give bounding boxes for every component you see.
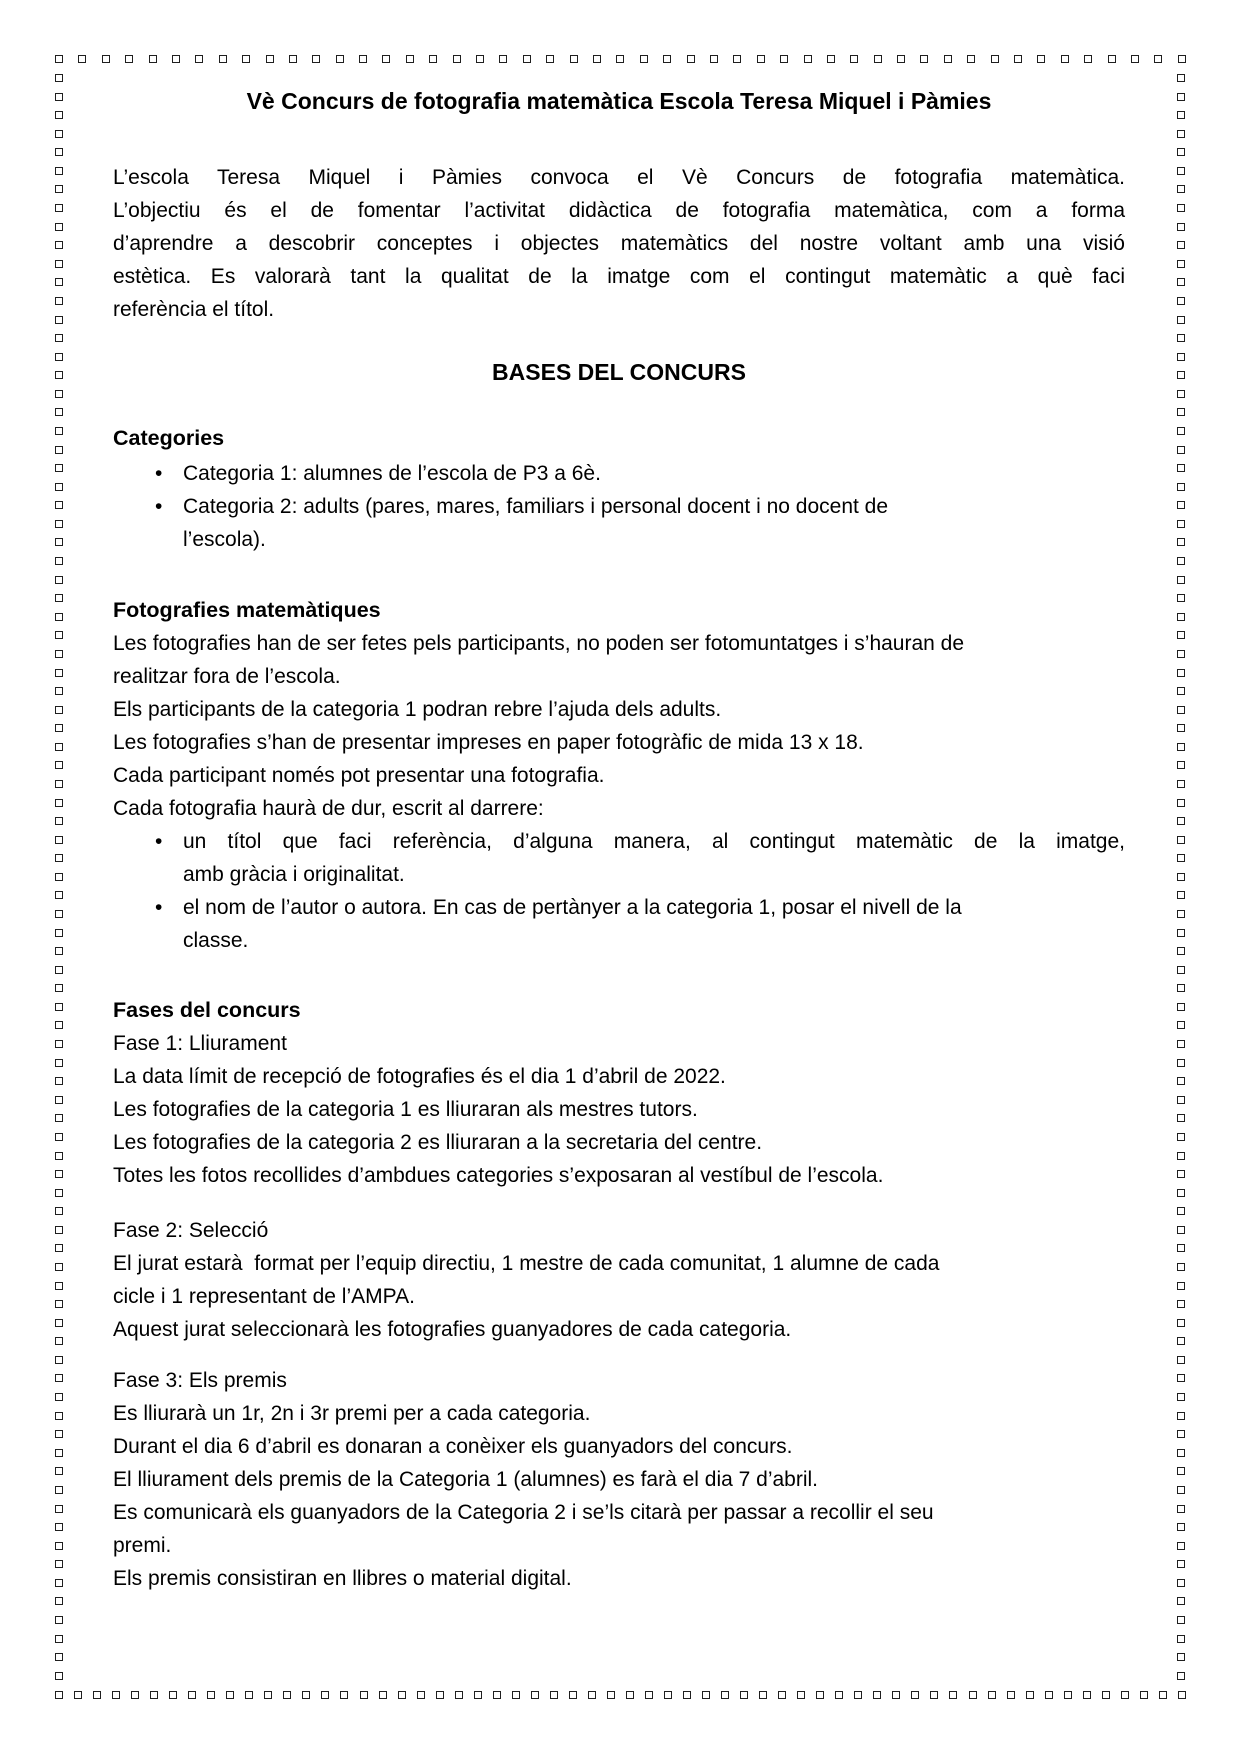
border-square: [55, 557, 63, 565]
border-square: [55, 1152, 63, 1160]
list-item: [113, 490, 1125, 556]
fase-line: Fase 2: Selecció: [113, 1219, 269, 1242]
fase-line: Les fotografies de la categoria 1 es lliuraran als mestres tutors.: [113, 1098, 698, 1121]
fase-line: Fase 1: Lliurament: [113, 1032, 287, 1055]
border-square: [1177, 1152, 1185, 1160]
intro-line: referència el títol.: [113, 298, 275, 321]
border-square: [78, 55, 86, 63]
border-square: [55, 483, 63, 491]
border-square: [55, 353, 63, 361]
border-square: [1177, 520, 1185, 528]
border-square: [55, 93, 63, 101]
border-square: [55, 873, 63, 881]
border-square: [360, 1691, 368, 1699]
border-right-column: [1177, 74, 1186, 1681]
border-square: [1177, 1133, 1185, 1141]
border-square: [873, 1691, 881, 1699]
border-square: [55, 408, 63, 416]
border-square: [1007, 1691, 1015, 1699]
list-item-line: un títol que faci referència, d’alguna manera, al contingut matemàtic de la imatge,: [183, 830, 1125, 853]
border-square: [1177, 966, 1185, 974]
fase3-block: [113, 1364, 1125, 1595]
border-square: [417, 1691, 425, 1699]
border-square: [854, 1691, 862, 1699]
border-square: [1177, 873, 1185, 881]
list-item-line: l’escola).: [183, 528, 266, 551]
border-square: [55, 576, 63, 584]
border-square: [1177, 1114, 1185, 1122]
border-square: [55, 650, 63, 658]
fotografies-heading: Fotografies matemàtiques: [113, 598, 381, 622]
border-square: [55, 669, 63, 677]
border-square: [55, 1040, 63, 1048]
border-square: [169, 1691, 177, 1699]
border-square: [1177, 408, 1185, 416]
border-square: [1177, 650, 1185, 658]
border-square: [1177, 1597, 1185, 1605]
border-square: [102, 55, 110, 63]
fase1-block: [113, 1027, 1125, 1192]
border-square: [55, 204, 63, 212]
border-square: [55, 1430, 63, 1438]
border-square: [1177, 1040, 1185, 1048]
intro-line: L’escola Teresa Miquel i Pàmies convoca el Vè Concurs de fotografia matemàtica.: [113, 166, 1125, 189]
border-square: [1177, 1449, 1185, 1457]
border-square: [1177, 1244, 1185, 1252]
border-square: [607, 1691, 615, 1699]
intro-line: d’aprendre a descobrir conceptes i objectes matemàtics del nostre voltant amb una visió: [113, 232, 1125, 255]
border-square: [1064, 1691, 1072, 1699]
border-square: [1177, 427, 1185, 435]
border-square: [1177, 223, 1185, 231]
border-square: [740, 1691, 748, 1699]
border-square: [55, 241, 63, 249]
fase2-block: [113, 1214, 1125, 1346]
border-square: [1177, 1021, 1185, 1029]
border-square: [55, 1226, 63, 1234]
border-square: [321, 1691, 329, 1699]
border-square: [131, 1691, 139, 1699]
border-square: [1177, 93, 1185, 101]
border-square: [55, 1207, 63, 1215]
border-square: [398, 1691, 406, 1699]
border-square: [55, 1579, 63, 1587]
border-square: [55, 1114, 63, 1122]
fase-line: Aquest jurat seleccionarà les fotografies guanyadores de cada categoria.: [113, 1318, 792, 1341]
border-square: [1177, 947, 1185, 955]
border-square: [1177, 854, 1185, 862]
border-square: [264, 1691, 272, 1699]
border-square: [55, 891, 63, 899]
list-item: [113, 457, 1125, 490]
border-square: [55, 148, 63, 156]
border-square: [1177, 724, 1185, 732]
border-square: [1177, 297, 1185, 305]
border-square: [1177, 1003, 1185, 1011]
border-square: [474, 1691, 482, 1699]
border-square: [969, 1691, 977, 1699]
border-square: [455, 1691, 463, 1699]
border-square: [1177, 929, 1185, 937]
categories-heading: Categories: [113, 426, 225, 450]
border-square: [302, 1691, 310, 1699]
border-square: [626, 1691, 634, 1699]
border-square: [150, 1691, 158, 1699]
border-square: [1177, 1486, 1185, 1494]
border-square: [721, 1691, 729, 1699]
rule-line: Cada participant només pot presentar una fotografia.: [113, 764, 605, 787]
border-square: [1177, 984, 1185, 992]
border-square: [1177, 1653, 1185, 1661]
list-item-line: el nom de l’autor o autora. En cas de pertànyer a la categoria 1, posar el nivell de la: [183, 896, 962, 919]
fase-line: El jurat estarà format per l’equip directiu, 1 mestre de cada comunitat, 1 alumne de cada: [113, 1252, 940, 1275]
list-item: [113, 891, 1125, 957]
border-square: [55, 1412, 63, 1420]
border-square: [340, 1691, 348, 1699]
border-square: [1177, 1505, 1185, 1513]
border-square: [55, 1021, 63, 1029]
border-square: [1177, 1077, 1185, 1085]
border-square: [1177, 167, 1185, 175]
bullet-icon: •: [155, 830, 163, 853]
border-square: [512, 1691, 520, 1699]
border-square: [664, 1691, 672, 1699]
border-square: [1154, 55, 1162, 63]
border-left-column: [55, 74, 64, 1681]
border-square: [55, 799, 63, 807]
border-square: [55, 1505, 63, 1513]
border-square: [55, 1542, 63, 1550]
border-square: [835, 1691, 843, 1699]
border-square: [1177, 594, 1185, 602]
border-square: [55, 1374, 63, 1382]
rule-line: Les fotografies han de ser fetes pels participants, no poden ser fotomuntatges i s’hauran de: [113, 632, 965, 655]
border-square: [55, 1449, 63, 1457]
border-square: [1177, 1616, 1185, 1624]
border-square: [55, 706, 63, 714]
border-square: [1177, 501, 1185, 509]
border-square: [816, 1691, 824, 1699]
border-square: [245, 1691, 253, 1699]
border-square: [797, 1691, 805, 1699]
border-square: [55, 1263, 63, 1271]
border-square: [1177, 687, 1185, 695]
list-item-line: Categoria 1: alumnes de l’escola de P3 a 6è.: [183, 462, 601, 485]
border-square: [55, 1691, 63, 1699]
border-square: [55, 1653, 63, 1661]
border-square: [188, 1691, 196, 1699]
border-square: [1177, 1282, 1185, 1290]
border-square: [569, 1691, 577, 1699]
border-square: [1177, 390, 1185, 398]
border-square: [55, 687, 63, 695]
border-square: [1177, 1560, 1185, 1568]
border-square: [55, 185, 63, 193]
border-square: [550, 1691, 558, 1699]
border-square: [207, 1691, 215, 1699]
intro-line: L’objectiu és el de fomentar l’activitat didàctica de fotografia matemàtica, com a forma: [113, 199, 1125, 222]
border-square: [1177, 1300, 1185, 1308]
border-square: [1131, 55, 1139, 63]
fase-line: La data límit de recepció de fotografies és el dia 1 d’abril de 2022.: [113, 1065, 726, 1088]
border-square: [892, 1691, 900, 1699]
border-square: [55, 1486, 63, 1494]
fase-line: Totes les fotos recollides d’ambdues categories s’exposaran al vestíbul de l’escola.: [113, 1164, 884, 1187]
border-square: [55, 297, 63, 305]
border-square: [55, 854, 63, 862]
border-square: [1177, 241, 1185, 249]
border-square: [1177, 613, 1185, 621]
border-square: [1177, 1263, 1185, 1271]
border-square: [1177, 1337, 1185, 1345]
border-square: [55, 594, 63, 602]
border-square: [1177, 464, 1185, 472]
border-square: [55, 538, 63, 546]
border-square: [55, 1096, 63, 1104]
border-square: [74, 1691, 82, 1699]
border-square: [1177, 631, 1185, 639]
border-square: [55, 1282, 63, 1290]
border-square: [55, 761, 63, 769]
border-square: [55, 1560, 63, 1568]
border-square: [1177, 1412, 1185, 1420]
border-square: [1121, 1691, 1129, 1699]
border-square: [1177, 891, 1185, 899]
border-square: [1026, 1691, 1034, 1699]
document-title: Vè Concurs de fotografia matemàtica Escola Teresa Miquel i Pàmies: [246, 88, 992, 114]
border-square: [1177, 1319, 1185, 1327]
border-square: [1177, 706, 1185, 714]
border-square: [55, 1059, 63, 1067]
border-square: [55, 910, 63, 918]
fase-line: Fase 3: Els premis: [113, 1369, 287, 1392]
border-square: [55, 1393, 63, 1401]
border-square: [1178, 1691, 1186, 1699]
border-square: [1177, 743, 1185, 751]
border-square: [55, 74, 63, 82]
border-square: [1177, 74, 1185, 82]
fase-line: Es lliurarà un 1r, 2n i 3r premi per a cada categoria.: [113, 1402, 591, 1425]
border-square: [55, 966, 63, 974]
border-square: [988, 1691, 996, 1699]
border-square: [1177, 185, 1185, 193]
rule-line: Les fotografies s’han de presentar impreses en paper fotogràfic de mida 13 x 18.: [113, 731, 864, 754]
border-square: [1177, 111, 1185, 119]
border-square: [55, 724, 63, 732]
border-square: [1177, 1374, 1185, 1382]
fase-line: Els premis consistiran en llibres o material digital.: [113, 1567, 572, 1590]
border-square: [55, 520, 63, 528]
border-square: [55, 1635, 63, 1643]
border-square: [1177, 148, 1185, 156]
border-square: [1177, 1207, 1185, 1215]
border-square: [1177, 1096, 1185, 1104]
list-item: [113, 825, 1125, 891]
border-square: [55, 780, 63, 788]
border-square: [55, 947, 63, 955]
border-square: [55, 1244, 63, 1252]
border-square: [55, 1616, 63, 1624]
border-square: [55, 371, 63, 379]
border-square: [55, 836, 63, 844]
list-item-line: classe.: [183, 929, 249, 952]
border-square: [55, 130, 63, 138]
border-square: [1177, 334, 1185, 342]
border-square: [702, 1691, 710, 1699]
border-square: [55, 1003, 63, 1011]
border-square: [1177, 1059, 1185, 1067]
border-square: [1159, 1691, 1167, 1699]
fase-line: Es comunicarà els guanyadors de la Categoria 2 i se’ls citarà per passar a recollir el seu: [113, 1501, 934, 1524]
border-bottom-row: [55, 1691, 1186, 1700]
intro-line: estètica. Es valorarà tant la qualitat de la imatge com el contingut matemàtic a què faci: [113, 265, 1125, 288]
border-square: [930, 1691, 938, 1699]
border-square: [55, 1597, 63, 1605]
border-square: [1177, 1635, 1185, 1643]
border-square: [1177, 316, 1185, 324]
border-square: [226, 1691, 234, 1699]
fase-line: Durant el dia 6 d’abril es donaran a conèixer els guanyadors del concurs.: [113, 1435, 793, 1458]
border-square: [1177, 446, 1185, 454]
border-square: [283, 1691, 291, 1699]
border-square: [55, 316, 63, 324]
border-square: [55, 260, 63, 268]
border-square: [1177, 538, 1185, 546]
border-square: [1177, 836, 1185, 844]
border-square: [1177, 576, 1185, 584]
rule-line: Els participants de la categoria 1 podran rebre l’ajuda dels adults.: [113, 698, 722, 721]
border-square: [55, 1672, 63, 1680]
border-square: [1102, 1691, 1110, 1699]
bullet-icon: •: [155, 462, 163, 485]
border-square: [1177, 1189, 1185, 1197]
border-square: [55, 1337, 63, 1345]
list-item-line: Categoria 2: adults (pares, mares, familiars i personal docent i no docent de: [183, 495, 889, 518]
border-square: [1177, 1170, 1185, 1178]
border-square: [55, 1356, 63, 1364]
border-square: [949, 1691, 957, 1699]
border-square: [55, 55, 63, 63]
border-square: [55, 446, 63, 454]
border-square: [683, 1691, 691, 1699]
border-square: [1177, 1356, 1185, 1364]
border-square: [1177, 353, 1185, 361]
border-square: [436, 1691, 444, 1699]
border-square: [55, 111, 63, 119]
border-square: [55, 613, 63, 621]
border-square: [1177, 669, 1185, 677]
document-content: [113, 0, 1125, 1595]
intro-paragraph: [113, 161, 1125, 326]
border-square: [1177, 1226, 1185, 1234]
border-square: [55, 1133, 63, 1141]
list-item-line: amb gràcia i originalitat.: [183, 863, 405, 886]
border-square: [1177, 1542, 1185, 1550]
border-square: [1177, 817, 1185, 825]
border-square: [1177, 557, 1185, 565]
border-square: [645, 1691, 653, 1699]
border-square: [55, 1300, 63, 1308]
border-square: [911, 1691, 919, 1699]
border-square: [1177, 780, 1185, 788]
bullet-icon: •: [155, 896, 163, 919]
border-square: [1177, 130, 1185, 138]
border-square: [55, 390, 63, 398]
rule-line: realitzar fora de l’escola.: [113, 665, 341, 688]
border-square: [1177, 1393, 1185, 1401]
border-square: [759, 1691, 767, 1699]
border-square: [55, 929, 63, 937]
border-square: [1177, 1672, 1185, 1680]
categories-list: [113, 457, 1125, 556]
border-square: [379, 1691, 387, 1699]
border-square: [493, 1691, 501, 1699]
border-square: [1177, 799, 1185, 807]
border-square: [55, 167, 63, 175]
border-square: [55, 427, 63, 435]
bullet-icon: •: [155, 495, 163, 518]
border-square: [1177, 910, 1185, 918]
border-square: [55, 334, 63, 342]
border-square: [55, 743, 63, 751]
border-square: [1177, 1430, 1185, 1438]
border-square: [1177, 260, 1185, 268]
rule-line: Cada fotografia haurà de dur, escrit al darrere:: [113, 797, 544, 820]
border-square: [588, 1691, 596, 1699]
bases-del-concurs-heading: BASES DEL CONCURS: [492, 359, 746, 385]
border-square: [55, 223, 63, 231]
border-square: [1177, 1579, 1185, 1587]
border-square: [55, 631, 63, 639]
border-square: [55, 1467, 63, 1475]
border-square: [1177, 204, 1185, 212]
border-square: [55, 1170, 63, 1178]
fotografies-rules: [113, 627, 1125, 957]
border-square: [1177, 1467, 1185, 1475]
border-square: [778, 1691, 786, 1699]
fase-line: premi.: [113, 1534, 172, 1557]
border-square: [55, 1189, 63, 1197]
border-square: [112, 1691, 120, 1699]
fase-line: Les fotografies de la categoria 2 es lliuraran a la secretaria del centre.: [113, 1131, 763, 1154]
border-square: [55, 1077, 63, 1085]
border-square: [55, 464, 63, 472]
border-square: [55, 501, 63, 509]
border-square: [1177, 278, 1185, 286]
border-square: [55, 278, 63, 286]
border-square: [1140, 1691, 1148, 1699]
border-square: [55, 984, 63, 992]
border-square: [1083, 1691, 1091, 1699]
border-square: [55, 1319, 63, 1327]
fases-heading: Fases del concurs: [113, 998, 301, 1022]
fase-line: El lliurament dels premis de la Categoria 1 (alumnes) es farà el dia 7 d’abril.: [113, 1468, 818, 1491]
border-square: [1177, 371, 1185, 379]
border-square: [1177, 1523, 1185, 1531]
border-square: [1178, 55, 1186, 63]
border-square: [55, 817, 63, 825]
border-square: [55, 1523, 63, 1531]
border-square: [1177, 483, 1185, 491]
border-square: [531, 1691, 539, 1699]
border-square: [1177, 761, 1185, 769]
border-square: [93, 1691, 101, 1699]
fase-line: cicle i 1 representant de l’AMPA.: [113, 1285, 415, 1308]
border-square: [1045, 1691, 1053, 1699]
